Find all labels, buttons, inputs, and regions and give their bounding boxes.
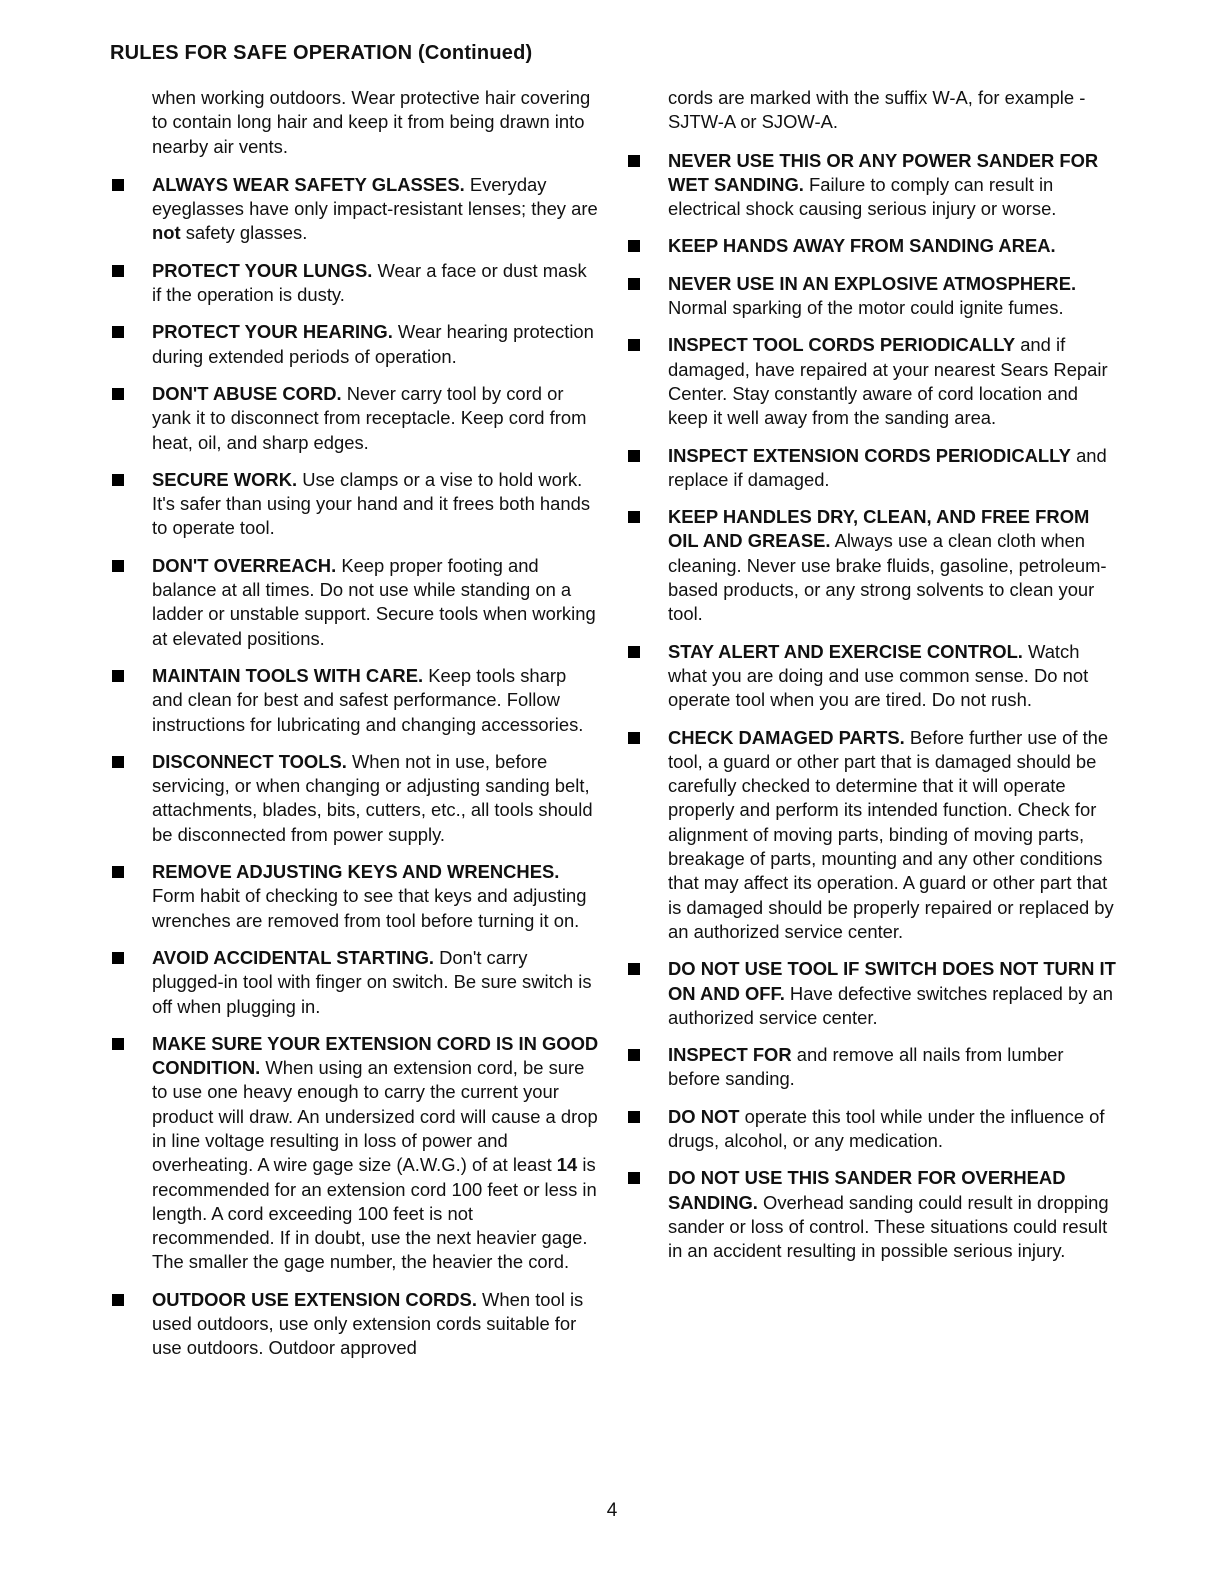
rule-check-damaged-parts <box>626 726 1116 945</box>
rule-no-overhead-sanding <box>626 1166 1116 1263</box>
rule-text: Have defective switches replaced by an authorized service center. <box>668 982 1113 1028</box>
rule-avoid-accidental-starting <box>110 946 600 1019</box>
page-number: 4 <box>606 1500 618 1521</box>
bullet-square-icon <box>112 756 124 768</box>
rule-safety-glasses <box>110 173 600 246</box>
bullet-square-icon <box>628 646 640 658</box>
rule-extension-cord-condition <box>110 1032 600 1275</box>
bullet-square-icon <box>628 240 640 252</box>
rule-heading: AVOID ACCIDENTAL STARTING. <box>152 946 434 968</box>
bullet-square-icon <box>112 866 124 878</box>
rule-text: Watch what you are doing and use common sense. Do not operate tool when you are tired. Do not rush. <box>668 640 1089 711</box>
bullet-square-icon <box>628 450 640 462</box>
rule-text: and replace if damaged. <box>668 444 1107 490</box>
rule-heading: DO NOT <box>668 1105 740 1127</box>
bullet-square-icon <box>628 1172 640 1184</box>
rule-no-drugs-alcohol <box>626 1105 1116 1154</box>
rule-text: and remove all nails from lumber before sanding. <box>668 1044 1064 1090</box>
rule-no-wet-sanding <box>626 149 1116 222</box>
rule-text: Keep proper footing and balance at all times. Do not use while standing on a ladder or unstable support. Secure tools when working at elevated positions. <box>152 554 596 649</box>
bullet-square-icon <box>628 511 640 523</box>
rule-text: Always use a clean cloth when cleaning. Never use brake fluids, gasoline, petroleum-based products, or any strong solvents to clean your tool. <box>668 530 1107 625</box>
rule-text: Keep tools sharp and clean for best and safest performance. Follow instructions for lubricating and changing accessories. <box>152 664 584 735</box>
rule-dont-abuse-cord <box>110 382 600 455</box>
rule-heading: SECURE WORK. <box>152 468 298 490</box>
rule-text-tail: is recommended for an extension cord 100 feet or less in length. A cord exceeding 100 feet is not recommended. If in doubt, use the next heavier gage. The smaller the gage number, the heavier the cord. <box>152 1154 597 1273</box>
rule-heading: DO NOT USE THIS SANDER FOR OVERHEAD SANDING. <box>668 1167 1066 1213</box>
rule-emphasis: 14 <box>556 1154 578 1176</box>
left-column <box>110 86 600 1374</box>
rule-hands-away <box>626 234 1116 258</box>
rule-text: When using an extension cord, be sure to use one heavy enough to carry the current your product will draw. An undersized cord will cause a drop in line voltage resulting in loss of power and overheating. A wire gage size (A.W.G.) of at least <box>152 1057 598 1176</box>
rule-protect-hearing <box>110 320 600 369</box>
rule-maintain-tools <box>110 664 600 737</box>
page-title: RULES FOR SAFE OPERATION (Continued) <box>110 42 533 64</box>
bullet-square-icon <box>628 278 640 290</box>
rule-disconnect-tools <box>110 750 600 847</box>
rule-stay-alert <box>626 640 1116 713</box>
rule-secure-work <box>110 468 600 541</box>
bullet-square-icon <box>112 952 124 964</box>
rule-heading: DO NOT USE TOOL IF SWITCH DOES NOT TURN IT ON AND OFF. <box>668 958 1116 1004</box>
rule-text: Failure to comply can result in electrical shock causing serious injury or worse. <box>668 173 1057 220</box>
rule-heading: NEVER USE THIS OR ANY POWER SANDER FOR WET SANDING. <box>668 149 1099 195</box>
bullet-square-icon <box>628 339 640 351</box>
rule-inspect-extension-cords <box>626 444 1116 493</box>
rule-protect-lungs <box>110 259 600 308</box>
rule-heading: KEEP HANDLES DRY, CLEAN, AND FREE FROM OIL AND GREASE. <box>668 506 1090 552</box>
rule-heading: PROTECT YOUR LUNGS. <box>152 259 373 281</box>
rule-text: and if damaged, have repaired at your nearest Sears Repair Center. Stay constantly aware of cord location and keep it well away from the sanding area. <box>668 334 1108 429</box>
rule-heading: MAINTAIN TOOLS WITH CARE. <box>152 664 424 686</box>
rule-heading: INSPECT EXTENSION CORDS PERIODICALLY <box>668 444 1071 466</box>
rule-text: When not in use, before servicing, or when changing or adjusting sanding belt, attachments, blades, bits, cutters, etc., all tools should be disconnected from power supply. <box>152 750 593 845</box>
bullet-square-icon <box>112 474 124 486</box>
left-lead-text: when working outdoors. Wear protective hair covering to contain long hair and keep it from being drawn into nearby air vents. <box>152 87 591 157</box>
bullet-square-icon <box>112 265 124 277</box>
bullet-square-icon <box>112 179 124 191</box>
rule-dont-overreach <box>110 554 600 651</box>
bullet-square-icon <box>112 388 124 400</box>
rule-heading: PROTECT YOUR HEARING. <box>152 321 393 343</box>
rule-heading: REMOVE ADJUSTING KEYS AND WRENCHES. <box>152 861 560 883</box>
rule-explosive-atmosphere <box>626 272 1116 321</box>
rule-heading: DISCONNECT TOOLS. <box>152 750 347 772</box>
right-column <box>626 86 1116 1276</box>
right-lead-text: cords are marked with the suffix W-A, for example - SJTW-A or SJOW-A. <box>668 87 1086 133</box>
rule-text: Wear a face or dust mask if the operation is dusty. <box>152 259 587 306</box>
rule-heading: ALWAYS WEAR SAFETY GLASSES. <box>152 173 465 195</box>
rule-heading: STAY ALERT AND EXERCISE CONTROL. <box>668 640 1023 662</box>
rule-heading: NEVER USE IN AN EXPLOSIVE ATMOSPHERE. <box>668 272 1077 294</box>
bullet-square-icon <box>112 326 124 338</box>
bullet-square-icon <box>112 670 124 682</box>
rule-text: Overhead sanding could result in dropping sander or loss of control. These situations could result in an accident resulting in possible serious injury. <box>668 1191 1109 1262</box>
rule-heading: OUTDOOR USE EXTENSION CORDS. <box>152 1288 477 1310</box>
rule-heading: KEEP HANDS AWAY FROM SANDING AREA. <box>668 235 1056 257</box>
rule-heading: INSPECT TOOL CORDS PERIODICALLY <box>668 334 1016 356</box>
rule-remove-keys <box>110 860 600 933</box>
rule-heading: DON'T ABUSE CORD. <box>152 382 342 404</box>
rule-text: Use clamps or a vise to hold work. It's safer than using your hand and it frees both hands to operate tool. <box>152 468 591 539</box>
rule-text: Never carry tool by cord or yank it to disconnect from receptacle. Keep cord from heat, oil, and sharp edges. <box>152 382 587 453</box>
rule-text: Don't carry plugged-in tool with finger on switch. Be sure switch is off when plugging in. <box>152 946 592 1017</box>
bullet-square-icon <box>628 155 640 167</box>
rule-inspect-for-nails <box>626 1043 1116 1092</box>
rule-inspect-tool-cords <box>626 333 1116 430</box>
bullet-square-icon <box>628 1049 640 1061</box>
bullet-square-icon <box>628 1111 640 1123</box>
rule-text-tail: safety glasses. <box>180 222 308 244</box>
rule-text: When tool is used outdoors, use only extension cords suitable for use outdoors. Outdoor approved <box>152 1288 584 1359</box>
rule-text: operate this tool while under the influence of drugs, alcohol, or any medication. <box>668 1105 1105 1151</box>
bullet-square-icon <box>112 1038 124 1050</box>
rule-text: Everyday eyeglasses have only impact-resistant lenses; they are <box>152 173 598 220</box>
bullet-square-icon <box>112 560 124 572</box>
rule-text: Before further use of the tool, a guard or other part that is damaged should be carefully checked to determine that it will operate properly and perform its intended function. Check for alignment of moving parts, binding of moving parts, breakage of parts, mounting and any other conditions that may affect its operation. A guard or other part that is damaged should be properly repaired or replaced by an authorized service center. <box>668 726 1114 942</box>
rule-text: Normal sparking of the motor could ignite fumes. <box>668 297 1064 319</box>
rule-text: Wear hearing protection during extended periods of operation. <box>152 321 594 367</box>
rule-keep-handles-dry <box>626 505 1116 626</box>
bullet-square-icon <box>112 1294 124 1306</box>
rule-text: Form habit of checking to see that keys and adjusting wrenches are removed from tool before turning it on. <box>152 885 587 931</box>
rule-emphasis: not <box>152 222 181 244</box>
rule-heading: MAKE SURE YOUR EXTENSION CORD IS IN GOOD CONDITION. <box>152 1032 599 1079</box>
rule-outdoor-extension-cords <box>110 1288 600 1361</box>
rule-switch-defect <box>626 957 1116 1030</box>
rule-heading: DON'T OVERREACH. <box>152 554 337 576</box>
bullet-square-icon <box>628 963 640 975</box>
rule-heading: INSPECT FOR <box>668 1044 792 1066</box>
rule-heading: CHECK DAMAGED PARTS. <box>668 726 905 748</box>
bullet-square-icon <box>628 732 640 744</box>
